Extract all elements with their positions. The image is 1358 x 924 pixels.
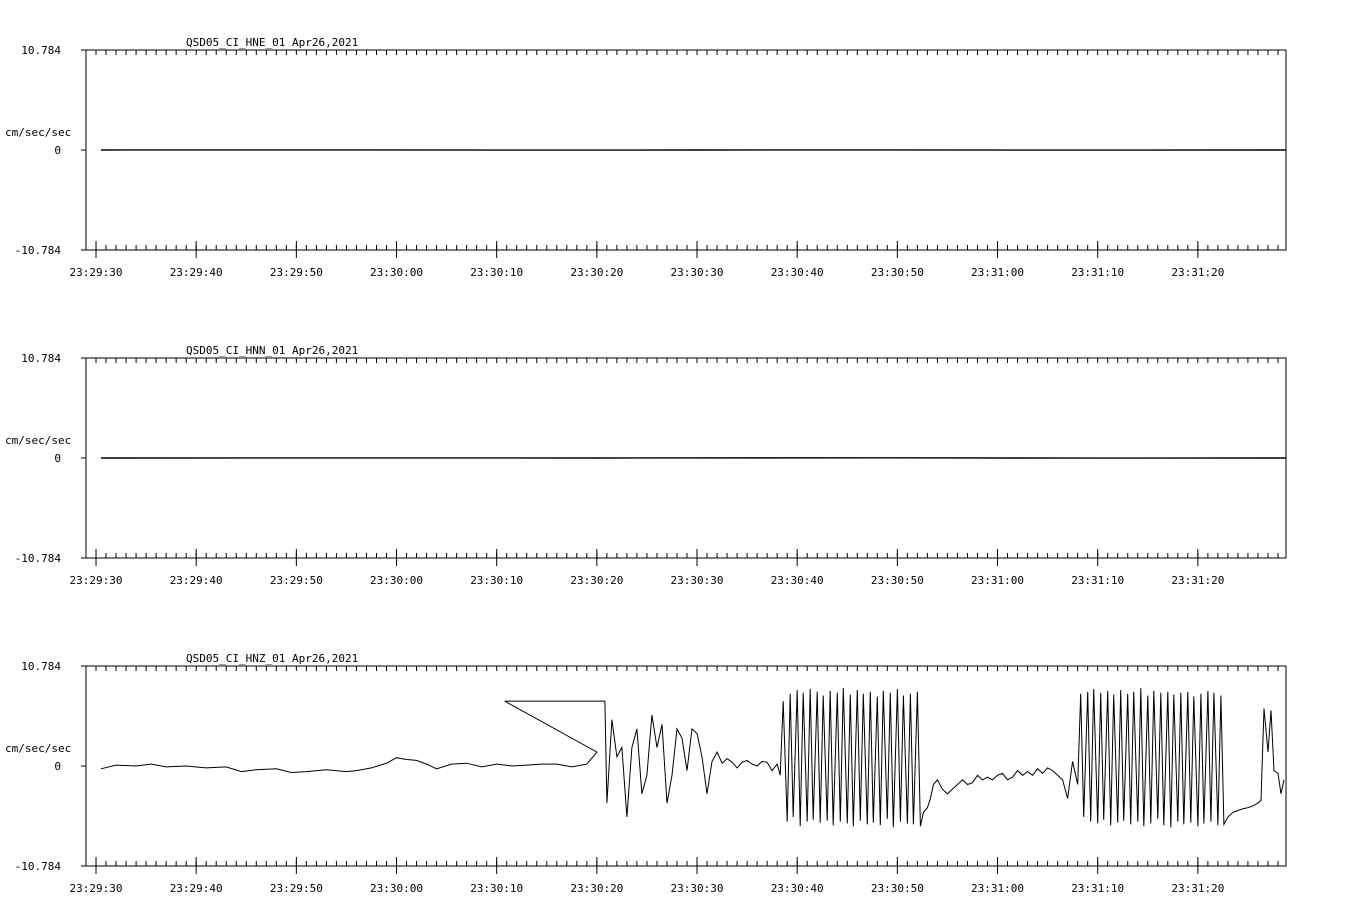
y-tick-label: 0 (54, 452, 61, 465)
x-tick-label: 23:30:40 (770, 574, 824, 587)
x-tick-label: 23:29:50 (269, 574, 323, 587)
x-tick-label: 23:31:20 (1171, 882, 1225, 895)
x-tick-label: 23:30:50 (870, 266, 924, 279)
x-tick-label: 23:31:20 (1171, 574, 1225, 587)
x-tick-label: 23:30:10 (470, 574, 524, 587)
x-tick-label: 23:30:10 (470, 882, 524, 895)
x-tick-label: 23:31:00 (971, 266, 1025, 279)
x-tick-label: 23:29:30 (69, 266, 123, 279)
y-axis-label: cm/sec/sec (5, 434, 72, 447)
x-tick-label: 23:30:30 (670, 266, 724, 279)
y-tick-label: 10.784 (21, 44, 61, 57)
x-tick-label: 23:30:40 (770, 266, 824, 279)
x-tick-label: 23:30:30 (670, 882, 724, 895)
y-tick-label: -10.784 (14, 244, 61, 257)
x-tick-label: 23:30:40 (770, 882, 824, 895)
y-tick-label: 0 (54, 760, 61, 773)
x-tick-label: 23:30:30 (670, 574, 724, 587)
x-tick-label: 23:31:10 (1071, 266, 1125, 279)
panel-title: QSD05_CI_HNZ_01 Apr26,2021 (186, 652, 359, 665)
x-tick-label: 23:30:00 (370, 266, 424, 279)
x-tick-label: 23:29:40 (169, 266, 223, 279)
panel-title: QSD05_CI_HNE_01 Apr26,2021 (186, 36, 359, 49)
x-tick-label: 23:30:50 (870, 574, 924, 587)
x-tick-label: 23:31:20 (1171, 266, 1225, 279)
x-tick-label: 23:29:40 (169, 574, 223, 587)
x-tick-label: 23:29:50 (269, 266, 323, 279)
y-tick-label: -10.784 (14, 860, 61, 873)
y-tick-label: 10.784 (21, 352, 61, 365)
x-tick-label: 23:29:30 (69, 574, 123, 587)
x-tick-label: 23:30:20 (570, 266, 624, 279)
y-tick-label: -10.784 (14, 552, 61, 565)
x-tick-label: 23:30:50 (870, 882, 924, 895)
y-axis-label: cm/sec/sec (5, 742, 72, 755)
x-tick-label: 23:31:10 (1071, 882, 1125, 895)
y-axis-label: cm/sec/sec (5, 126, 72, 139)
panel-1 (5, 36, 1286, 279)
x-tick-label: 23:31:00 (971, 574, 1025, 587)
panel-title: QSD05_CI_HNN_01 Apr26,2021 (186, 344, 359, 357)
x-tick-label: 23:31:00 (971, 882, 1025, 895)
x-tick-label: 23:30:20 (570, 574, 624, 587)
panel-2 (5, 344, 1286, 587)
seismogram-trace (101, 688, 1284, 827)
x-tick-label: 23:30:20 (570, 882, 624, 895)
y-tick-label: 10.784 (21, 660, 61, 673)
x-tick-label: 23:29:40 (169, 882, 223, 895)
x-tick-label: 23:31:10 (1071, 574, 1125, 587)
x-tick-label: 23:29:30 (69, 882, 123, 895)
x-tick-label: 23:30:00 (370, 574, 424, 587)
panel-3 (5, 652, 1286, 895)
x-tick-label: 23:30:10 (470, 266, 524, 279)
y-tick-label: 0 (54, 144, 61, 157)
x-tick-label: 23:30:00 (370, 882, 424, 895)
x-tick-label: 23:29:50 (269, 882, 323, 895)
